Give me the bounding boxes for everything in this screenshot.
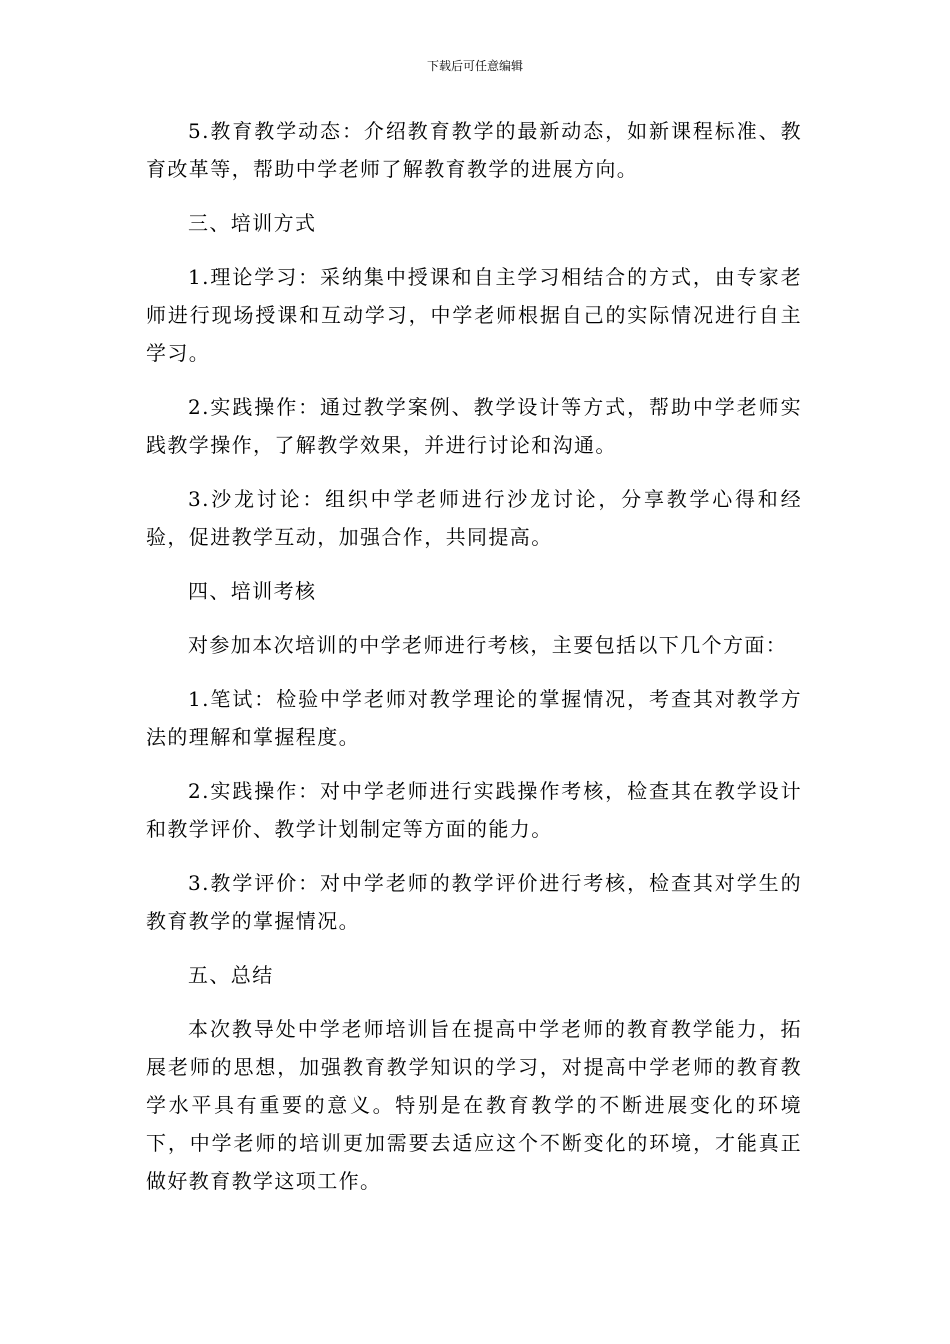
paragraph-teaching-evaluation: 3.教学评价：对中学老师的教学评价进行考核，检查其对学生的教育教学的掌握情况。 xyxy=(146,871,802,933)
document-body xyxy=(146,112,802,1216)
section-heading-training-methods: 三、培训方式 xyxy=(188,211,317,235)
paragraph-practice-operation: 2.实践操作：通过教学案例、教学设计等方式，帮助中学老师实践教学操作，了解教学效果，并进行讨论和沟通。 xyxy=(146,395,802,457)
paragraph-practice-assessment: 2.实践操作：对中学老师进行实践操作考核，检查其在教学设计和教学评价、教学计划制定等方面的能力。 xyxy=(146,779,802,841)
paragraph-assessment-intro: 对参加本次培训的中学老师进行考核，主要包括以下几个方面： xyxy=(188,633,788,657)
paragraph-education-trends: 5.教育教学动态：介绍教育教学的最新动态，如新课程标准、教育改革等，帮助中学老师了解教育教学的进展方向。 xyxy=(146,119,802,181)
page-header: 下载后可任意编辑 xyxy=(426,59,523,73)
paragraph-written-test: 1.笔试：检验中学老师对教学理论的掌握情况，考查其对教学方法的理解和掌握程度。 xyxy=(146,687,802,749)
paragraph-theory-learning: 1.理论学习：采纳集中授课和自主学习相结合的方式，由专家老师进行现场授课和互动学习，中学老师根据自己的实际情况进行自主学习。 xyxy=(146,265,802,365)
section-heading-summary: 五、总结 xyxy=(188,963,274,987)
section-heading-training-assessment: 四、培训考核 xyxy=(188,579,317,603)
paragraph-summary: 本次教导处中学老师培训旨在提高中学老师的教育教学能力，拓展老师的思想，加强教育教学知识的学习，对提高中学老师的教育教学水平具有重要的意义。特别是在教育教学的不断进展变化的环境下，中学老师的培训更加需要去适应这个不断变化的环境，才能真正做好教育教学这项工作。 xyxy=(146,1017,802,1193)
paragraph-salon-discussion: 3.沙龙讨论：组织中学老师进行沙龙讨论，分享教学心得和经验，促进教学互动，加强合作，共同提高。 xyxy=(146,487,802,549)
